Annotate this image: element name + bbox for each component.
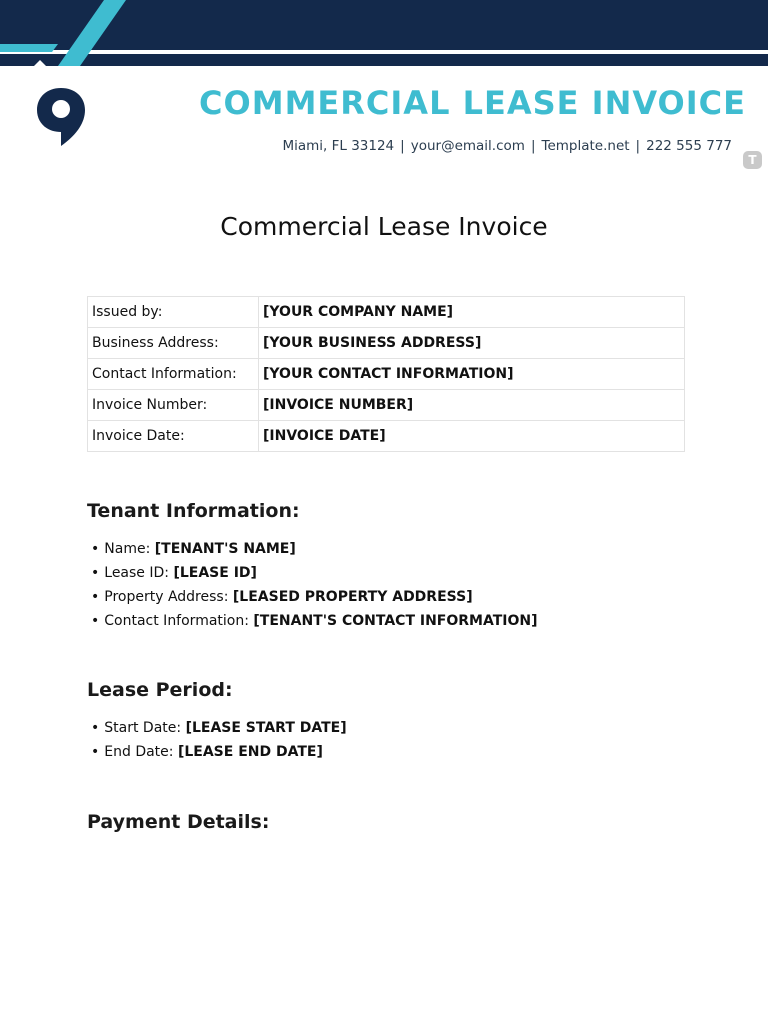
item-label: Lease ID: — [104, 565, 169, 581]
table-row — [88, 297, 685, 328]
table-row — [88, 421, 685, 452]
contact-website[interactable]: Template.net — [541, 138, 630, 154]
item-label: Start Date: — [104, 720, 182, 736]
item-value: [LEASED PROPERTY ADDRESS] — [232, 589, 473, 605]
item-label: Property Address: — [104, 589, 229, 605]
contact-phone: 222 555 777 — [646, 138, 732, 154]
info-label: Contact Information: — [88, 359, 259, 390]
list-item — [91, 585, 538, 609]
contact-location: Miami, FL 33124 — [282, 138, 395, 154]
company-logo-icon — [34, 86, 88, 148]
table-row — [88, 328, 685, 359]
separator: | — [530, 138, 536, 154]
list-item — [91, 740, 347, 764]
item-label: End Date: — [104, 744, 174, 760]
table-row — [88, 359, 685, 390]
tenant-info-list — [91, 537, 538, 633]
info-value: [YOUR CONTACT INFORMATION] — [259, 359, 685, 390]
payment-details-heading: Payment Details: — [87, 811, 270, 833]
info-value: [YOUR COMPANY NAME] — [259, 297, 685, 328]
lease-period-heading: Lease Period: — [87, 679, 233, 701]
header-title: COMMERCIAL LEASE INVOICE — [199, 84, 746, 122]
info-label: Invoice Date: — [88, 421, 259, 452]
template-badge-icon: T — [743, 151, 762, 169]
info-label: Invoice Number: — [88, 390, 259, 421]
document-title: Commercial Lease Invoice — [220, 212, 548, 241]
info-label: Business Address: — [88, 328, 259, 359]
item-value: [TENANT'S CONTACT INFORMATION] — [253, 613, 538, 629]
list-item — [91, 609, 538, 633]
separator: | — [400, 138, 405, 154]
separator: | — [635, 138, 641, 154]
item-value: [LEASE END DATE] — [177, 744, 323, 760]
table-row — [88, 390, 685, 421]
item-value: [LEASE START DATE] — [185, 720, 347, 736]
info-value: [INVOICE DATE] — [259, 421, 685, 452]
info-label: Issued by: — [88, 297, 259, 328]
item-value: [LEASE ID] — [173, 565, 257, 581]
info-value: [YOUR BUSINESS ADDRESS] — [259, 328, 685, 359]
header-band — [0, 0, 768, 66]
list-item — [91, 537, 538, 561]
lease-period-list — [91, 716, 347, 764]
info-value: [INVOICE NUMBER] — [259, 390, 685, 421]
header-contact-line — [282, 138, 732, 154]
contact-email[interactable]: your@email.com — [410, 138, 525, 154]
tenant-info-heading: Tenant Information: — [87, 500, 300, 522]
list-item — [91, 716, 347, 740]
item-label: Contact Information: — [104, 613, 249, 629]
item-label: Name: — [104, 541, 151, 557]
invoice-info-table — [87, 296, 685, 452]
item-value: [TENANT'S NAME] — [154, 541, 296, 557]
list-item — [91, 561, 538, 585]
